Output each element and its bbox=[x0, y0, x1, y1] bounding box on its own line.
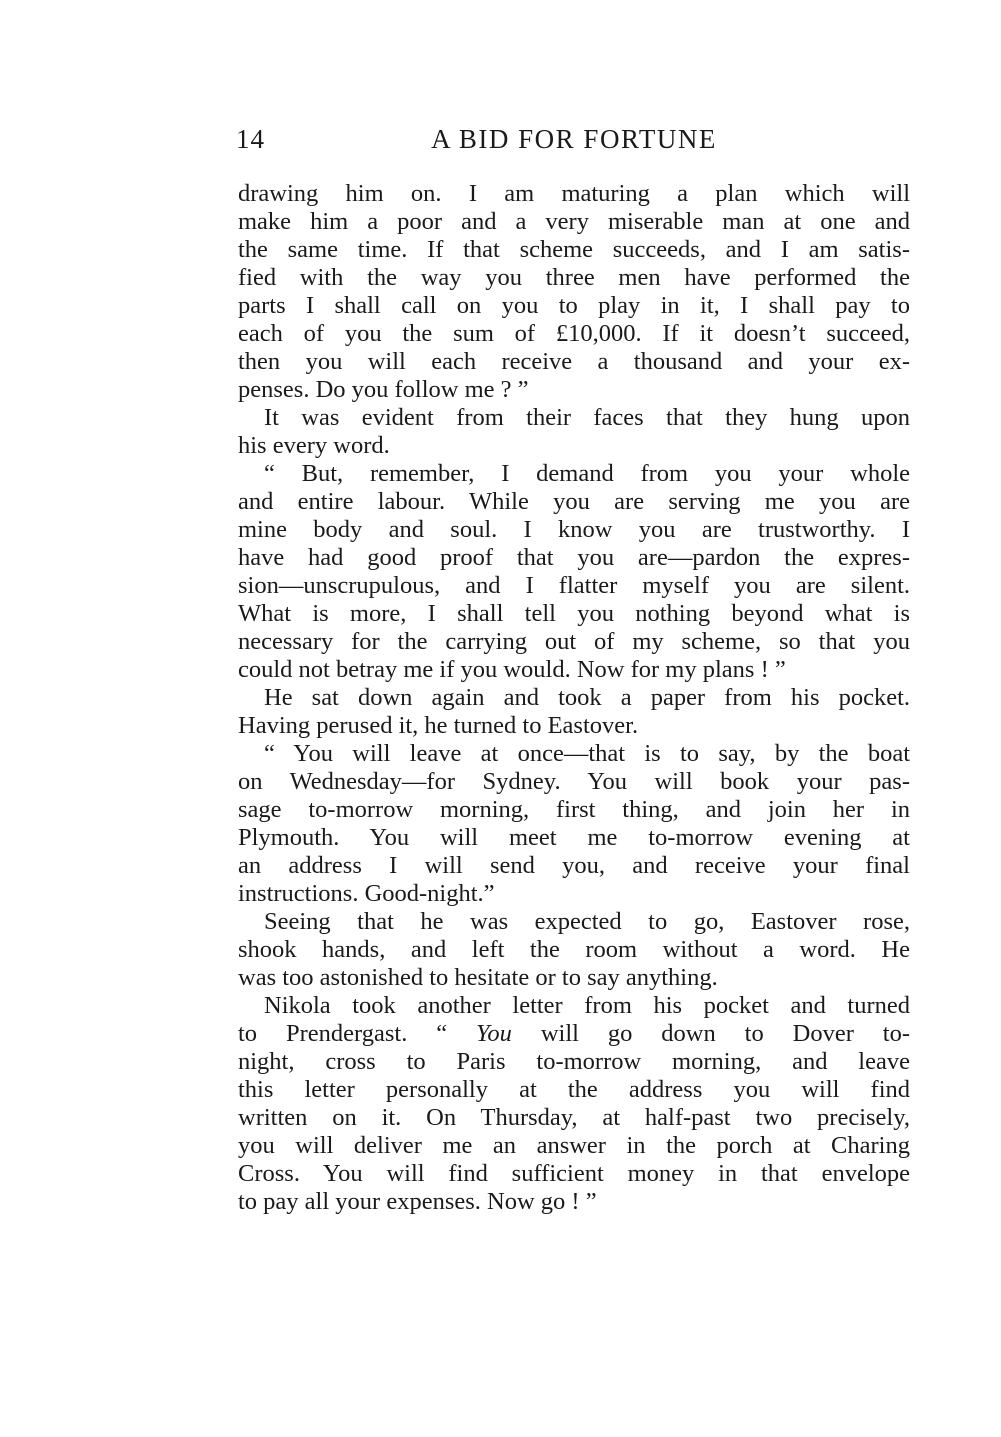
text-line: “ You will leave at once—that is to say, by the boat bbox=[264, 740, 910, 767]
text-line: an address I will send you, and receive your final bbox=[238, 852, 910, 879]
text-line: night, cross to Paris to-morrow morning, and leave bbox=[238, 1048, 910, 1075]
text-line: It was evident from their faces that they hung upon bbox=[264, 404, 910, 431]
text-line: to pay all your expenses. Now go ! ” bbox=[238, 1188, 597, 1215]
text-line: written on it. On Thursday, at half-past two precisely, bbox=[238, 1104, 910, 1131]
text-line: was too astonished to hesitate or to say anything. bbox=[238, 964, 718, 991]
text-line: shook hands, and left the room without a word. He bbox=[238, 936, 910, 963]
text-line: on Wednesday—for Sydney. You will book your pas- bbox=[238, 768, 910, 795]
text-line: “ But, remember, I demand from you your whole bbox=[264, 460, 910, 487]
text-line: his every word. bbox=[238, 432, 390, 459]
emphasis: You bbox=[476, 1020, 512, 1047]
text-line: each of you the sum of £10,000. If it doesn’t succeed, bbox=[238, 320, 910, 347]
text-line: mine body and soul. I know you are trustworthy. I bbox=[238, 516, 910, 543]
text-line: What is more, I shall tell you nothing beyond what is bbox=[238, 600, 910, 627]
text-line: sage to-morrow morning, first thing, and join her in bbox=[238, 796, 910, 823]
text-line: the same time. If that scheme succeeds, and I am satis- bbox=[238, 236, 910, 263]
text-line: penses. Do you follow me ? ” bbox=[238, 376, 529, 403]
text-line: Having perused it, he turned to Eastover. bbox=[238, 712, 639, 739]
text-line: have had good proof that you are—pardon the expres- bbox=[238, 544, 910, 571]
text-line: drawing him on. I am maturing a plan which will bbox=[238, 180, 910, 207]
page-number: 14 bbox=[236, 124, 265, 154]
running-title: A BID FOR FORTUNE bbox=[431, 124, 717, 154]
text-line: parts I shall call on you to play in it, I shall pay to bbox=[238, 292, 910, 319]
text-line: make him a poor and a very miserable man at one and bbox=[238, 208, 910, 235]
body-text bbox=[238, 180, 910, 1216]
text-line: Cross. You will find sufficient money in that envelope bbox=[238, 1160, 910, 1187]
text-line: and entire labour. While you are serving me you are bbox=[238, 488, 910, 515]
text-line: to Prendergast. “ You will go down to Dover to- bbox=[238, 1020, 910, 1047]
text-line: sion—unscrupulous, and I flatter myself you are silent. bbox=[238, 572, 910, 599]
text-line: Plymouth. You will meet me to-morrow evening at bbox=[238, 824, 910, 851]
text-line: Seeing that he was expected to go, Eastover rose, bbox=[264, 908, 910, 935]
text-line: He sat down again and took a paper from his pocket. bbox=[264, 684, 910, 711]
text-line: Nikola took another letter from his pocket and turned bbox=[264, 992, 910, 1019]
text-line: fied with the way you three men have performed the bbox=[238, 264, 910, 291]
text-line: you will deliver me an answer in the porch at Charing bbox=[238, 1132, 910, 1159]
text-line: instructions. Good-night.” bbox=[238, 880, 495, 907]
running-head bbox=[236, 118, 912, 162]
text-line: this letter personally at the address you will find bbox=[238, 1076, 910, 1103]
text-line: then you will each receive a thousand and your ex- bbox=[238, 348, 910, 375]
text-line: could not betray me if you would. Now for my plans ! ” bbox=[238, 656, 786, 683]
text-line: necessary for the carrying out of my scheme, so that you bbox=[238, 628, 910, 655]
